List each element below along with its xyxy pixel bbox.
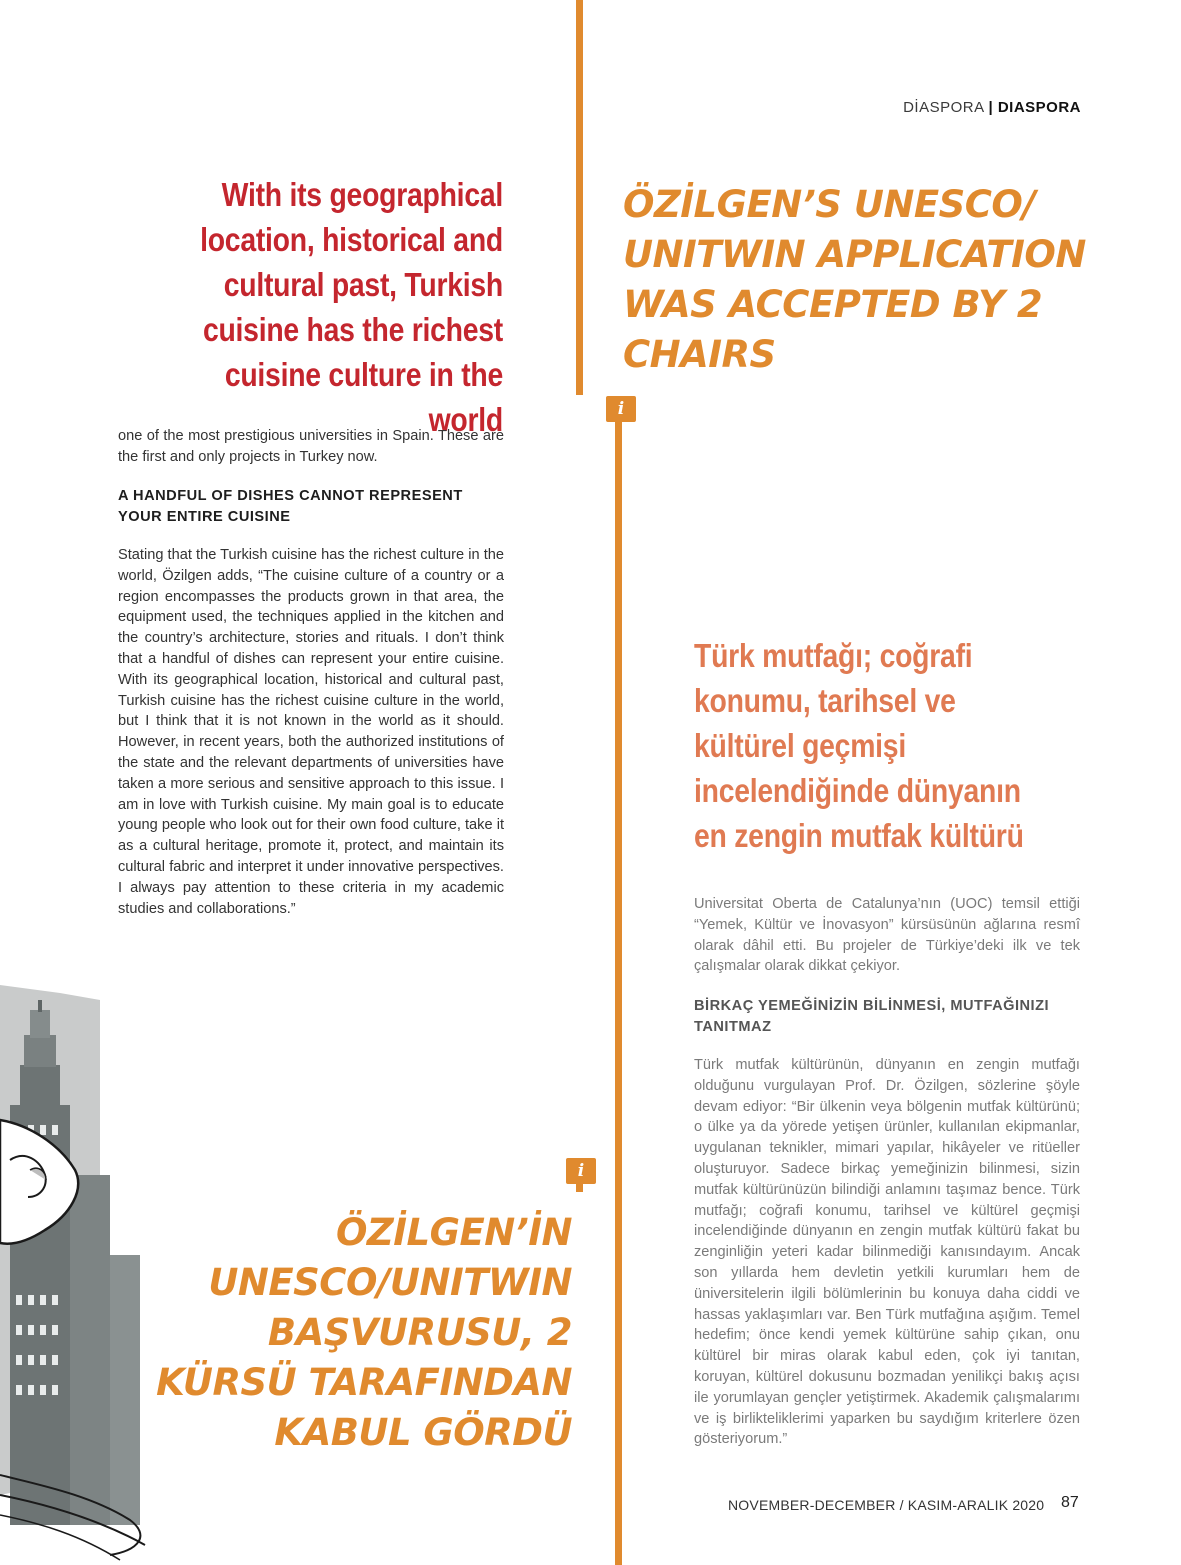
heading-turkish: ÖZİLGEN’İN UNESCO/UNITWIN BAŞVURUSU, 2 KÜRSÜ TARAFINDAN KABUL GÖRDÜ [156,1211,572,1454]
section-tag-tr: DİASPORA [903,99,984,116]
vertical-rule-tail [576,1184,583,1192]
english-body-paragraph: Stating that the Turkish cuisine has the richest culture in the world, Özilgen adds, “The cuisine culture of a country or a region encompasses the products grown in that area, the equipment used, the techniques applied in the kitchen and the country’s architecture, stories and rituals. I don’t think that a handful of dishes can represent your entire cuisine. With its geographical location, historical and cultural past, Turkish cuisine has the richest cuisine culture in the world, but I think that it is not known in the world as it should. However, in recent years, both the authorized institutions of the state and the relevant departments of universities have taken a more serious and sensitive approach to this issue. I am in love with Turkish cuisine. My main goal is to educate young people who look out for their own food culture, take it as a cultural heritage, promote it, protect, and maintain its cultural fabric and interpret it under innovative perspectives. I always pay attention to these criteria in my academic studies and collaborations.” [118,547,504,917]
pullquote-english: With its geographical location, historical and cultural past, Turkish cuisine has the richest cuisine culture in the world [200,176,504,438]
vertical-rule-right [615,420,622,1565]
english-intro-paragraph: one of the most prestigious universities in Spain. These are the first and only projects in Turkey now. [118,428,504,465]
english-subheading: A HANDFUL OF DISHES CANNOT REPRESENT YOUR ENTIRE CUISINE [118,488,463,525]
turkish-body-paragraph: Türk mutfak kültürünün, dünyanın en zengin mutfağı olduğunu vurgulayan Prof. Dr. Özilgen, sözlerine şöyle devam ediyor: “Bir ülkenin veya bölgenin mutfak kültürünü; o ülke ya da yörede yetişen ürünler, kullanılan ekipmanlar, uygulanan teknikler, mimari yapılar, hikâyeler ve ritüeller oluşturuyor. Sadece birkaç yemeğinizin bilinmesi, sizin mutfak kültürünüzün bilindiği anlamını taşımaz bence. Türk mutfağı; coğrafi konumu, tarihsel ve kültürel geçmişi incelendiğinde dünyanın en zengin mutfak kültürü fakat bu zenginliğin yeteri kadar bilinmediği kanısındayım. Ancak son yıllarda hem devletin yetkili kurumları hem de üniversitelerin ilgili bölümlerinin bu konuya daha ciddi ve hassas yaklaşımları var. Ben Türk mutfağına aşığım. Temel hedefim; önce kendi yemek kültürüne sahip çıkan, onu kültürel bir miras olarak kabul eden, çok iyi tanıtan, koruyan, kültürel dokusunu bozmadan yenilikçi bakış açısı ile yorumlayan gençler yetiştirmek. Akademik çalışmalarımı ve iş birlikteliklerimi yaparken bu saydığım kriterlere özen gösteriyorum.” [694,1057,1080,1448]
section-tag-separator: | [988,99,994,116]
info-icon: i [566,1158,596,1184]
page-number: 87 [1061,1494,1079,1511]
turkish-intro-paragraph: Universitat Oberta de Catalunya’nın (UOC) temsil ettiği “Yemek, Kültür ve İnovasyon” kürsüsünün ağlarına resmî olarak dâhil etti. Bu projeler de Türkiye’deki ilk ve tek çalışmalar olarak dikkat çekiyor. [694,896,1080,975]
footer-issue-date: NOVEMBER-DECEMBER / KASIM-ARALIK 2020 [728,1497,1045,1513]
section-tag [903,99,1081,116]
info-icon: i [606,396,636,422]
heading-english: ÖZİLGEN’S UNESCO/ UNITWIN APPLICATION WAS ACCEPTED BY 2 CHAIRS [623,183,1086,376]
pullquote-turkish: Türk mutfağı; coğrafi konumu, tarihsel ve kültürel geçmişi incelendiğinde dünyanın en zengin mutfak kültürü [694,637,1024,854]
city-illustration [0,975,160,1565]
section-tag-en: DIASPORA [997,99,1081,116]
turkish-subheading: BİRKAÇ YEMEĞİNİZİN BİLİNMESİ, MUTFAĞINIZI TANITMAZ [694,998,1050,1035]
vertical-rule-top [576,0,583,395]
